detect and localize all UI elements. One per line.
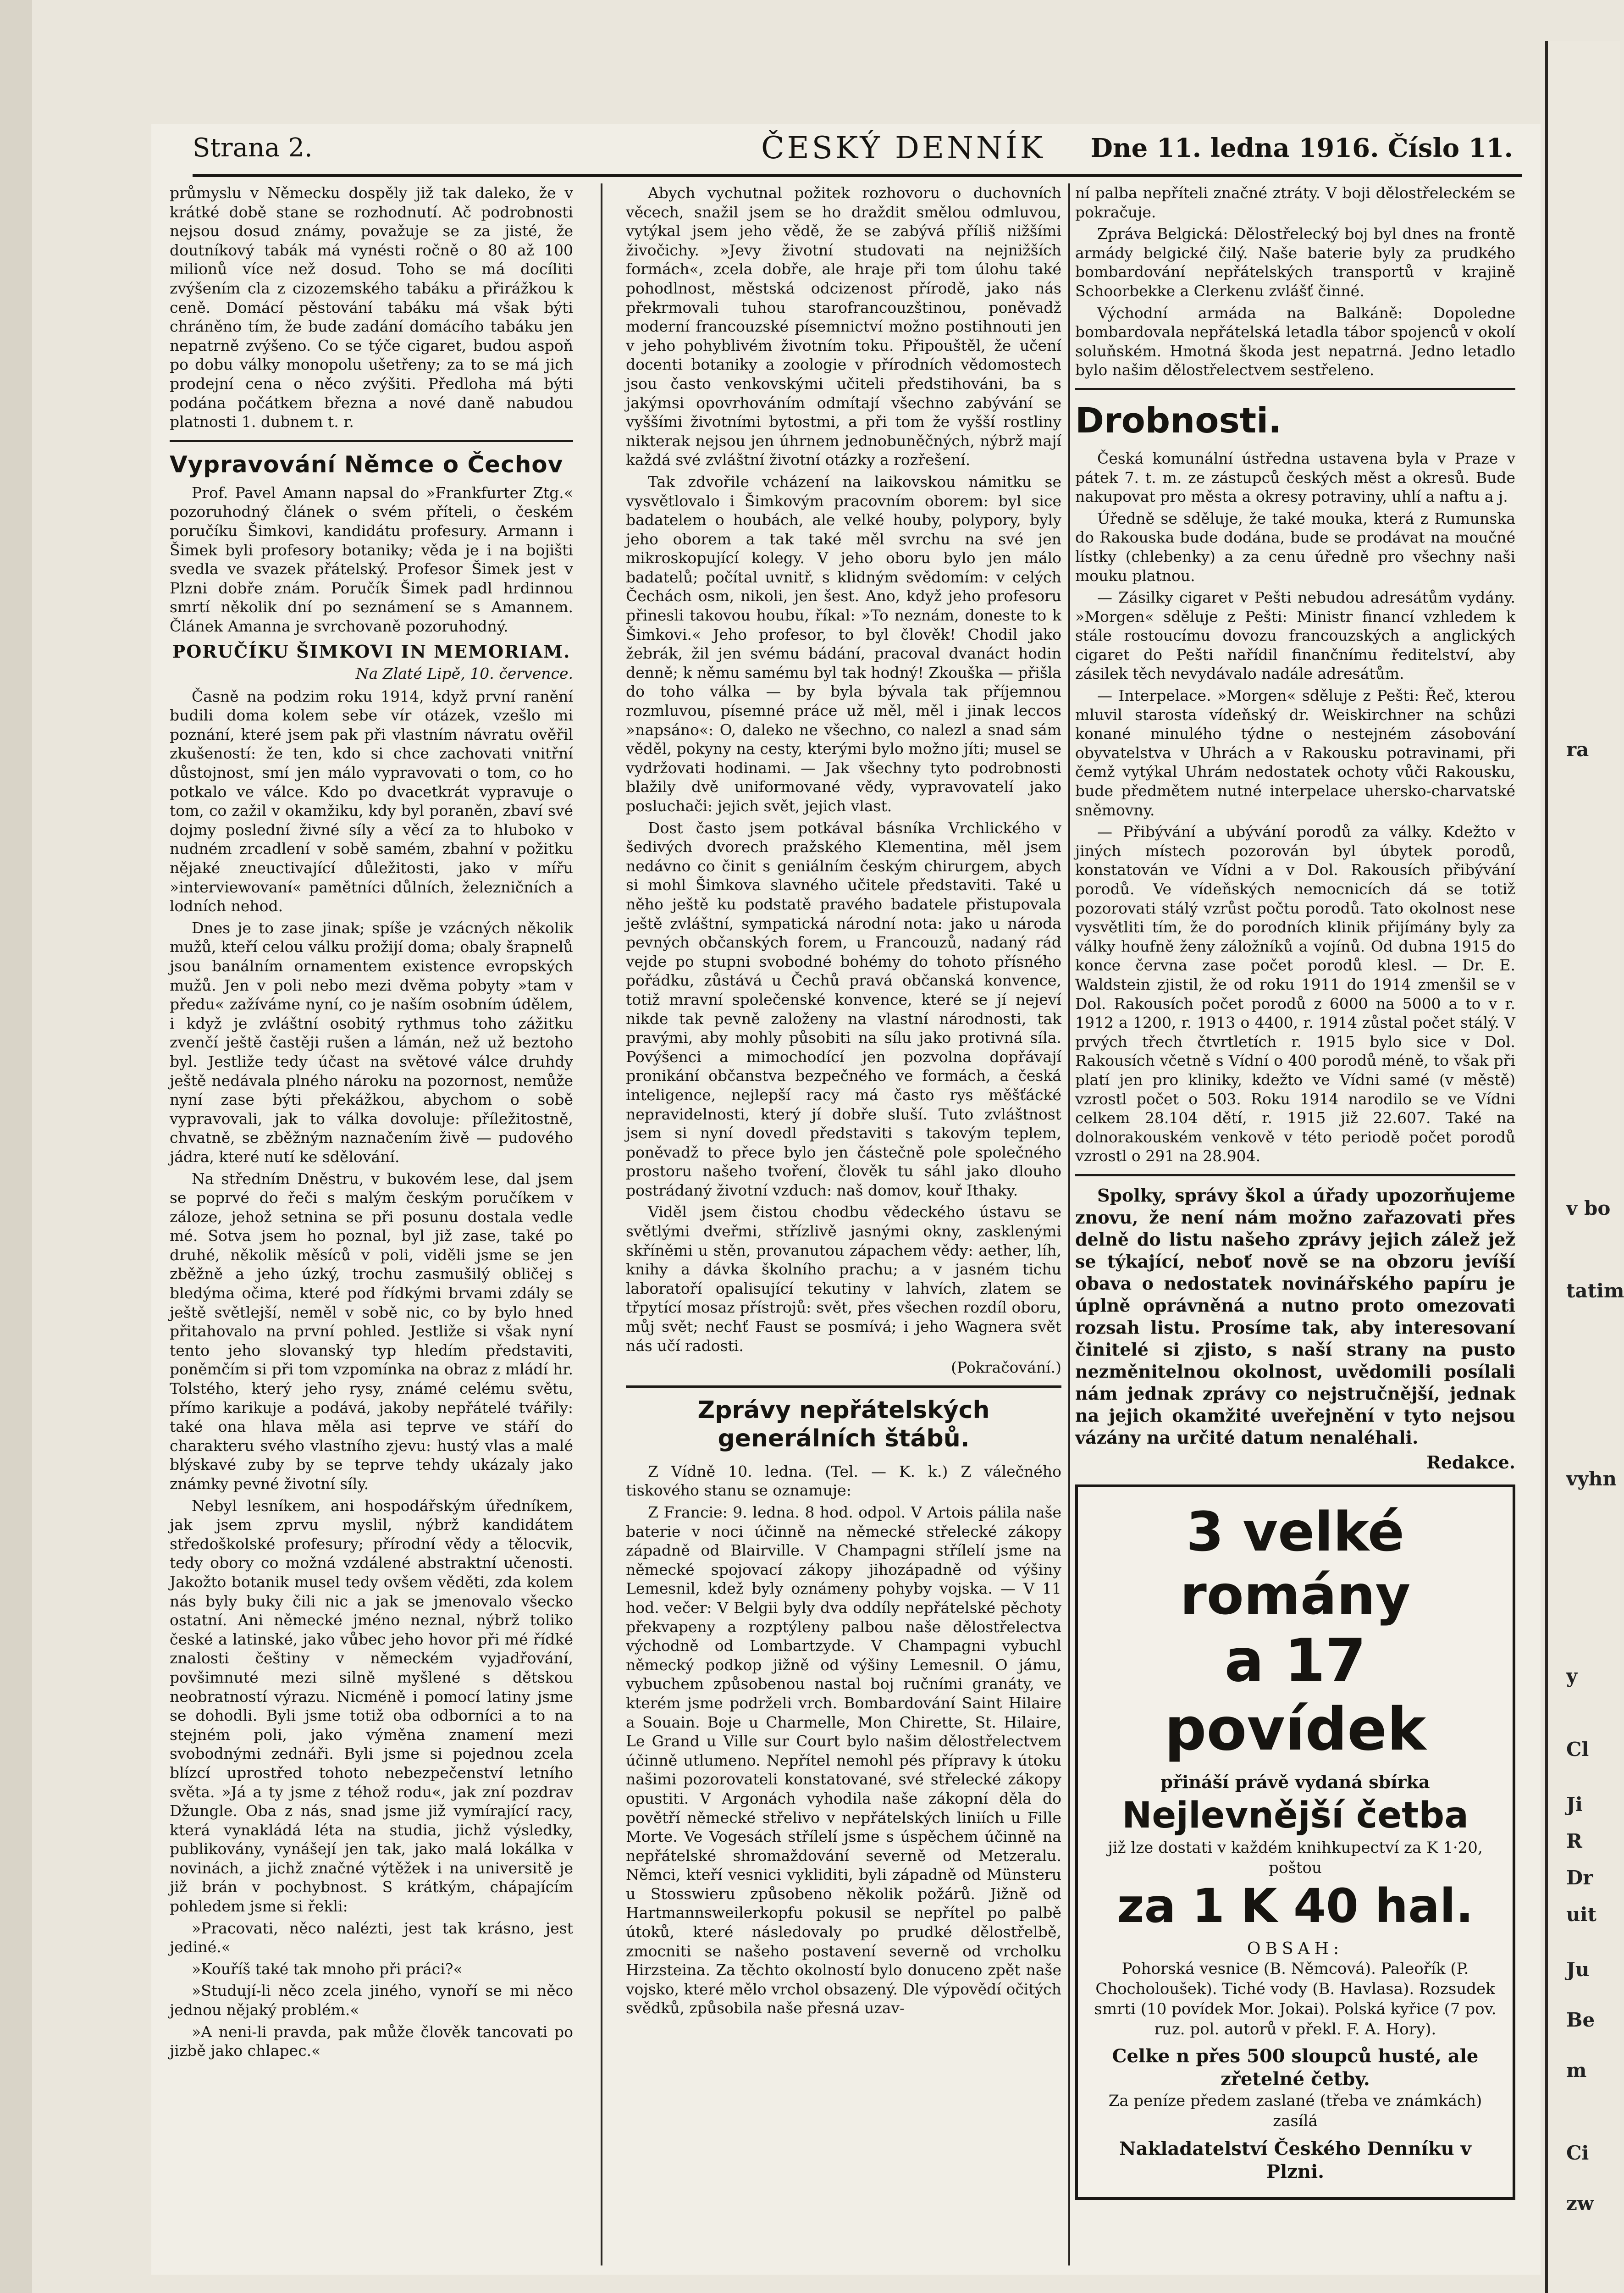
fragment: ra (1566, 738, 1589, 761)
column-3 (1075, 183, 1515, 2265)
article-heading: Zprávy nepřátelských generálních štábů. (697, 1396, 990, 1452)
book-advertisement (1075, 1484, 1515, 2200)
fragment: tatim (1566, 1279, 1624, 1302)
column-2 (626, 183, 1061, 2265)
ad-contents: Pohorská vesnice (B. Němcová). Paleořík (P. Chocholoušek). Tiché vody (B. Havlasa). Rozsudek smrti (10 povídek Mor. Jokai). Polská kyřice (7 pov. ruz. pol. autorů v překl. F. A. Hory). (1094, 1959, 1497, 2038)
section-heading: Drobnosti. (1075, 399, 1282, 441)
paragraph: Tak zdvořile vcházení na laikovskou námitku se vysvětlovalo i Šimkovým pracovním oborem: byl sice badatelem o houbách, ale velké houby, polypory, byly jeho oborem a tak také měl svrchu na své jen mikroskopující kolegy. V jeho oboru bylo jen málo badatelů; počítal uvnitř, s klidným svědomím: v celých Čechách osm, nikoli, jen šest. Ano, když jeho profesoru přinesli takovou houbu, říkal: »To neznám, doneste to k Šimkovi.« Jeho profesor, to byl člověk! Chodil jako žebrák, žil jen svému bádání, pracoval dvanáct hodin denně; k němu samému byl tak hodný! Zkouška — přišla do toho válka — by byla bývala tak příjemnou rozmluvou, písemné práce už měl, měl i jinak leccos »napsáno«: O, daleko ne všechno, co nalezl a snad sám věděl, pokyny na cesty, kterými bylo možno jíti; musel se vydržovati hodinami. — Jak všechny tyto podrobnosti blažily dvě uniformované vědy, vypravovatelí jako posluchači: jejich svět, jejich vlast. (626, 472, 1061, 815)
paragraph: »Pracovati, něco nalézti, jest tak krásno, jest jediné.« (170, 1919, 573, 1956)
ad-headline: 3 velké romány (1180, 1500, 1411, 1627)
masthead-title: ČESKÝ DENNÍK (761, 130, 1045, 166)
article-subheading: PORUČÍKU ŠIMKOVI IN MEMORIAM. (172, 641, 571, 662)
fragment: Dr (1566, 1867, 1593, 1889)
paragraph: Z Francie: 9. ledna. 8 hod. odpol. V Artois pálila naše baterie v noci účinně na německé střelecké zákopy západně od Blairville. V Champagni střílelí jsme na německé spojovací zákopy jihozápadně od výšiny Lemesnil, kdež byly oznámeny pohyby vojska. — V 11 hod. večer: V Belgii byly dva oddíly nepřátelské pěchoty překvapeny a rozptýleny palbou naše dělostřelectva východně od Lombartzyde. V Champagni vybuchl německý podkop jižně od výšiny Lemesnil. O jámu, vybuchem způsobenou nastal boj ručními granáty, ve kterém jsme podrželi vrch. Bombardování Saint Hilaire a Souain. Boje u Charmelle, Mon Chirette, St. Hilaire, Le Grand u Ville sur Court bylo našim dělostřelectvem účinně utlumeno. Nepřítel nemohl pés přípravy k útoku našimi pozorovateli konstatované, své střelecké zákopy opustiti. V Argonách vyhodila naše zákopní děla do povětří německé střelivo v nepřátelských liniích u Fille Morte. Ve Vogesách střílelí jsme s úspěchem účinně na nepřátelské shromaždování severně od Metzeralu. Němci, kteří vesnici vykliditi, byli západně od Münsteru u Stosswieru způsobeno několik požárů. Jižně od Hartmannsweilerkopfu pokusil se nepřítel po palbě útoků, které následovaly po prudké dělostřelbě, zmocniti se našeho postavení severně od vrcholku Hirzsteina. Za těchto okolností bylo donuceno zpět naše vojsko, které mělo vrchol obsazený. Dle výpovědí očitých svědků, způsobila naše přesná uzav- (626, 1503, 1061, 2017)
ad-headline: a 17 povídek (1164, 1626, 1426, 1764)
divider (1075, 388, 1515, 390)
column-1 (170, 183, 573, 2265)
adjacent-page-edge (1545, 41, 1624, 2293)
ad-text: již lze dostati v každém knihkupectví za K 1·20, poštou (1108, 1838, 1483, 1877)
fragment: v bo (1566, 1197, 1611, 1219)
divider (170, 440, 573, 442)
paragraph: Východní armáda na Balkáně: Dopoledne bombardovala nepřátelská letadla tábor spojenců v okolí soluňském. Hmotná škoda jest nepatrná. Jedno letadlo bylo našim dělostřelectvem sestřeleno. (1075, 304, 1515, 379)
paragraph: Nebyl lesníkem, ani hospodářským úředníkem, jak jsem zprvu myslil, nýbrž kandidátem středoškolské profesury; přírodní vědy a tělocvik, tedy obory co možná vzdálené abstraktní učenosti. Jakožto botanik musel tedy ovšem věděti, zda kolem nás byly buky čili nic a jak se jmenovalo všecko ostatní. Ani německé jméno neznal, nýbrž toliko české a latinské, jako vůbec jeho hovor při mé řídké znalosti češtiny v německém vyjadřování, povšimnuté mezi silně myšlené s dětskou neobratností výrazu. Nicméně i pomocí latiny jsme se dohodli. Byli jsme totiž oba odborníci a to na stejném poli, jako výměna znamení mezi svobodnými zednáři. Byli jsme si pojednou zcela blízcí uprostřed tohoto nebezpečenství letního světa. »Já a ty jsme z téhož rodu«, jak zní pozdrav Džungle. Oba z nás, snad jsme již vymírající racy, která vynakládá léta na studia, jichž výsledky, publikovány, vynášejí jen tak, jako malá lokálka v novinách, a jichž značné výtěžek i na universitě je již brán v pochybnost. S krátkým, chápajícím pohledem jsme si řekli: (170, 1496, 573, 1916)
editorial-notice: Spolky, správy škol a úřady upozorňujeme znovu, že není nám možno zařazovati přes delně do listu našeho zprávy jejich zálež jež se týkající, neboť nově se na obzoru jevíší obava o nedostatek novinářského papíru je úplně oprávněná a nutno proto omezovati rozsah listu. Prosíme tak, aby interesovaní činitelé si zjisto, s naší strany na pusto nezměnitelnou okolnost, uvědomili posílali nám jednak zprávy co nejstručnější, jednak na jejich okamžité uveřejnění v tyto nejsou vázány na určité datum nenaléhali. (1075, 1185, 1515, 1448)
paragraph: Prof. Pavel Amann napsal do »Frankfurter Ztg.« pozoruhodný článek o svém příteli, o českém poručíku Šimkovi, kandidátu profesury. Armann i Šimek byli profesory botaniky; věda je i na bojišti svedla ve svazek přátelský. Profesor Šimek jest v Plzni dobře znám. Poručík Šimek padl hrdinnou smrtí několik dní po seznámení se s Amannem. Článek Amanna je svrchovaně pozoruhodný. (170, 483, 573, 635)
paragraph: Dnes je to zase jinak; spíše je vzácných několik mužů, kteří celou válku prožijí doma; obaly šrapnelů jsou banálním ornamentem existence evropských mužů. Jen v poli nebo mezi dvěma pobyty »tam v předu« zažíváme nyní, co je naším osobním údělem, i když je zvláštní osobitý rythmus toho zážitku zvenčí ještě častěji rušen a lámán, než už beztoho byl. Jestliže tedy účast na světové válce druhdy ještě nedávala plného nároku na pozornost, nemůže nyní zase býti překážkou, abychom o sobě vypravovali, jak to válka dovoluje: příležitostně, chvatně, se zběžným naznačením živě — pudového jádra, které nutí ke sdělování. (170, 919, 573, 1166)
ad-text: přináší právě vydaná sbírka (1160, 1771, 1430, 1792)
divider (626, 1385, 1061, 1388)
page-header (193, 124, 1522, 177)
paragraph: Z Vídně 10. ledna. (Tel. — K. k.) Z válečného tiskového stanu se oznamuje: (626, 1462, 1061, 1500)
fragment: Ju (1566, 1958, 1590, 1981)
paragraph: »A neni-li pravda, pak může člověk tancovati po jizbě jako chlapec.« (170, 2022, 573, 2060)
notice-signature: Redakce. (1426, 1451, 1515, 1473)
ad-publisher: Nakladatelství Českého Denníku v Plzni. (1119, 2138, 1471, 2182)
paragraph: Na středním Dněstru, v bukovém lese, dal jsem se poprvé do řeči s malým českým poručíkem v záloze, jehož setnina se při posunu dostala vedle mé. Sotva jsem ho poznal, byl již zase, také po druhé, několik měsíců v poli, viděli jsme se jen zběžně a jeho úzký, trochu zasmušilý obličej s bledýma očima, které pod řídkými brvami zdály se ještě světlejší, neměl v sobě nic, co by bylo hned přitahovalo na první pohled. Jestliže si však nyní tento jeho slovanský typ hledím představiti, poněmčím si při tom vzpomínka na obraz z mládí hr. Tolstého, který jeho rysy, známé celému světu, přímo karikuje a podává, jakoby nepřátelé tvářily: také ona hlava měla asi teprve ve stáří do charakteru svého vlastního zjevu: hustý vlas a malé blýskavé zuby by se teprve tehdy ukázaly jako známky pevné životní síly. (170, 1169, 573, 1493)
issue-date: Dne 11. ledna 1916. Číslo 11. (1090, 133, 1513, 163)
ad-text: Za peníze předem zaslané (třeba ve známkách) zasílá (1108, 2091, 1482, 2130)
scan-margin-left (0, 0, 32, 2293)
fragment: Cl (1566, 1738, 1589, 1761)
ad-contents-label: OBSAH: (1247, 1939, 1344, 1958)
paragraph: »Studují-li něco zcela jiného, vynoří se mi něco jednou nějaký problém.« (170, 1982, 573, 2019)
paragraph: Zpráva Belgická: Dělostřelecký boj byl dnes na frontě armády belgické čilý. Naše baterie byly za prudkého bombardování nepřátelských transportů v krajině Schoorbekke a Clerkenu zvlášť činné. (1075, 225, 1515, 300)
paragraph: — Zásilky cigaret v Pešti nebudou adresátům vydány. »Morgen« sděluje z Pešti: Ministr financí vzhledem k stále rostoucímu dovozu francouzských a anglických cigaret do Pešti nařídil finančnímu ředitelství, aby zásilek těch nevydávalo nadále adresátům. (1075, 588, 1515, 683)
fragment: m (1566, 2059, 1587, 2082)
paragraph: — Interpelace. »Morgen« sděluje z Pešti: Řeč, kterou mluvil starosta vídeňský dr. Weiskirchner na schůzi konané minulého týdne o nestejném zásobování obyvatelstva v Uhrách a v Rakousku potravinami, při čemž vytýkal Uhrám nedostatek ochoty vůči Rakousku, bude předmětem nutné interpelace uhersko-charvatské sněmovny. (1075, 687, 1515, 819)
paragraph: Abych vychutnal požitek rozhovoru o duchovních věcech, snažil jsem se ho draždit smělou odmluvou, vytýkal jsem jeho vědě, že se zabývá příliš nižšími živočichy. »Jevy životní studovati na nejnižších formách«, zcela dobře, ale hraje při tom úlohu také pohodlnost, městská odcizenost přírodě, jako nás překrmovali tuhou starofrancouzštinou, poněvadž moderní francouzské písemnictví možno postihnouti jen v jeho pohyblivém životním toku. Připouštěl, že učení docenti botaniky a zoologie v přírodních vědomostech jsou často venkovskými učiteli předstihováni, ba s jakýmsi opovrhováním odmítají všechno zabývání se vyššími životními bytostmi, a při tom že vyšší rostliny nikterak nejsou jen úhrnem jednobuněčných, nýbrž mají každá své zvláštní životní otázky a rozřešení. (626, 184, 1061, 469)
fragment: Ci (1566, 2142, 1589, 2164)
divider (1075, 1174, 1515, 1176)
paragraph: Úředně se sděluje, že také mouka, která z Rumunska do Rakouska bude dodána, bude se prodávat na moučné lístky (chlebenky) a za cenu úředně pro všechny naši mouku platnou. (1075, 509, 1515, 585)
paragraph: »Kouříš také tak mnoho při práci?« (192, 1960, 463, 1978)
paragraph: ní palba nepříteli značné ztráty. V boji dělostřeleckém se pokračuje. (1075, 184, 1515, 221)
fragment: Be (1566, 2009, 1595, 2031)
article-heading: Vypravování Němce o Čechov (170, 451, 563, 478)
column-rule (1068, 183, 1070, 2265)
ad-series-title: Nejlevnější četba (1122, 1795, 1469, 1836)
paragraph: Česká komunální ústředna ustavena byla v Praze v pátek 7. t. m. ze zástupců českých měst a okresů. Bude nakupovat pro města a okresy potraviny, uhlí a naftu a j. (1075, 449, 1515, 506)
ad-price: za 1 K 40 hal. (1117, 1878, 1474, 1933)
fragment: R (1566, 1830, 1582, 1852)
page-number: Strana 2. (193, 133, 313, 163)
fragment: uit (1566, 1903, 1596, 1926)
fragment: Ji (1566, 1793, 1583, 1816)
column-rule (601, 183, 602, 2265)
paragraph: Viděl jsem čistou chodbu vědeckého ústavu se světlými dveřmi, střízlivě jasnými okny, zasklenými skříněmi u stěn, provanutou zápachem vědy: aether, líh, knihy a dávka školního prachu; a v jasném tichu laboratoří opalisující tekutiny v lahvích, zlatem se třpytící mosaz přístrojů: svět, přes všechen rozdíl oboru, můj svět; nechť Faust se posmívá; i jeho Wagnera svět nás učí radosti. (626, 1203, 1061, 1355)
fragment: y (1566, 1665, 1578, 1687)
paragraph: průmyslu v Německu dospěly již tak daleko, že v krátké době stane se rozhodnutí. Ač podrobnosti nejsou dosud známy, považuje se za jisté, že doutníkový tabák má vynésti ročně o 80 až 100 milionů více než dosud. Toho se má docíliti zvýšením cla z cizozemského tabáku a přirážkou k ceně. Domácí pěstování tabáku má však býti chráněno tím, že bude zadání domácího tabáku jen nepatrně zvýšeno. Co se týče cigaret, budou aspoň po dobu války monopolu ušetřeny; za to se má jich prodejní cena o něco zvýšiti. Předloha má býti podána počátkem března a nové daně nabudou platnosti 1. dubnem t. r. (170, 184, 573, 431)
paragraph: — Přibývání a ubývání porodů za války. Kdežto v jiných místech pozorován byl úbytek porodů, konstatován ve Vídni a v Dol. Rakousích přibývání porodů. Ve vídeňských nemocnicích dá se totiž pozorovati stálý vzrůst počtu porodů. Tato okolnost nese vysvětliti tím, že do porodních klinik přijímány byly za války houfně ženy záložníků a vojínů. Od dubna 1915 do konce června zase počet porodů klesl. — Dr. E. Waldstein zjistil, že od roku 1911 do 1914 zmenšil se v Dol. Rakousích počet porodů z 6000 na 5000 a to v r. 1912 a 1200, r. 1913 o 4400, r. 1914 zůstal počet stálý. V prvých třech čtvrtletích r. 1915 bylo sice v Dol. Rakousích včetně s Vídní o 400 porodů méně, to však při platí jen pro kliniky, kdežto ve Vídni samé (v městě) vzrostl počet o 503. Roku 1914 narodilo se ve Vídni celkem 28.104 dětí, r. 1915 již 22.607. Také na dolnorakouském venkově v této periodě počet porodů vzrostl o 291 na 28.904. (1075, 823, 1515, 1165)
fragment: zw (1566, 2192, 1594, 2215)
paragraph: Dost často jsem potkával básníka Vrchlického v šedivých dvorech pražského Klementina, měl jsem nedávno co činit s geniálním českým chirurgem, abych si mohl Šimkova slavného učitele představiti. Také u něho ještě ku podstatě pravého badatele přistupovala ještě zvláštní, sympatická národní nota: jako u národa pevných občanských forem, u Francouzů, nadaný rád vejde po stupni svobodné bohémy do tohoto přísného pořádku, zůstává u Čechů pravá občanská konvence, totiž mravní společenské konvence, které se jí nejeví nikde tak pevně založeny na vlastní národnosti, tak pravými, aby mohly působiti na sílu jako protivná síla. Povýšenci a mimochodící jen pozvolna dopřávají pronikání občanstva bezpečného ve formách, a česká inteligence, nejlepší racy má často rys měšťácké nepravidelnosti, který jí dobře sluší. Tuto zvláštnost jsem si nyní dovedl představiti s takovým teplem, poněvadž to přece bylo jen částečně pole společného prostoru našeho tvoření, člověk tu sáhl jako dlouho postrádaný životní vzduch: naš domov, kouř Ithaky. (626, 819, 1061, 1199)
paragraph: Časně na podzim roku 1914, když první ranění budili doma kolem sebe vír otázek, vzešlo mi poznání, které jsem pak při vlastním návratu ověřil zkušeností: že ten, kdo si chce zachovati vnitřní důstojnost, smí jen málo vypravovati o tom, co ho potkalo ve válce. Kdo po dvacetkrát vypravuje o tom, co zažil v okamžiku, kdy byl poraněn, zbaví své dojmy poslední živné síly a věcí za to hluboko v nudném zrcadlení v sobě samém, zbahní v požitku nějaké zneuctivající důležitosti, jako v mířu »interviewovaní« pamětníci důlních, železničních a lodních nehod. (170, 687, 573, 915)
continuation-note: (Pokračování.) (951, 1358, 1061, 1377)
fragment: vyhn (1566, 1468, 1617, 1490)
ad-text: Celke n přes 500 sloupců husté, ale zřetelné četby. (1112, 2045, 1479, 2090)
dateline: Na Zlaté Lipě, 10. července. (355, 665, 573, 683)
